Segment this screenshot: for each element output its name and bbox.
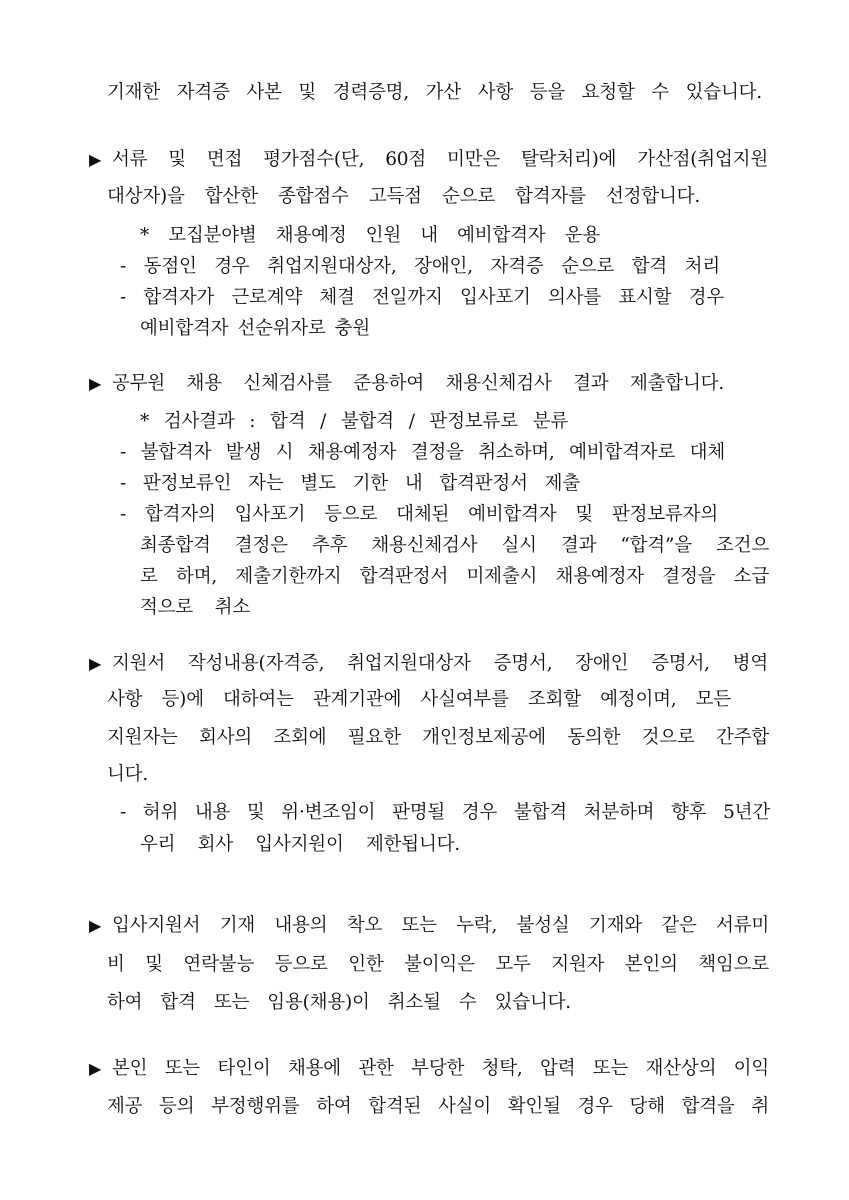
body-line	[107, 81, 762, 105]
note-line	[140, 565, 769, 589]
note-text: - 불합격자 발생 시 채용예정자 결정을 취소하며, 예비합격자로 대체	[120, 442, 725, 463]
note-line	[120, 472, 580, 496]
note-text: - 합격자의 입사포기 등으로 대체된 예비합격자 및 판정보류자의	[120, 504, 718, 525]
body-line	[107, 953, 769, 977]
bullet-arrow: ▶	[89, 374, 102, 393]
note-text: - 판정보류인 자는 별도 기한 내 합격판정서 제출	[120, 473, 580, 494]
bullet-arrow: ▶	[89, 1059, 102, 1078]
body-line	[112, 372, 724, 396]
body-line	[112, 148, 768, 172]
note-line	[140, 534, 769, 558]
note-text: 최종합격 결정은 추후 채용신체검사 실시 결과 “합격”을 조건으	[140, 535, 769, 556]
note-line	[140, 410, 568, 434]
body-text: 공무원 채용 신체검사를 준용하여 채용신체검사 결과 제출합니다.	[112, 373, 724, 394]
note-line	[140, 224, 600, 248]
note-text: 예비합격자 선순위자로 충원	[140, 318, 370, 339]
body-line	[112, 1057, 769, 1081]
note-line	[140, 833, 460, 857]
body-line	[107, 688, 731, 712]
body-line	[107, 726, 769, 750]
body-text: 본인 또는 타인이 채용에 관한 부당한 청탁, 압력 또는 재산상의 이익	[112, 1058, 769, 1079]
body-line	[107, 1095, 769, 1119]
body-text: 기재한 자격증 사본 및 경력증명, 가산 사항 등을 요청할 수 있습니다.	[107, 82, 762, 103]
bullet-arrow: ▶	[89, 916, 102, 935]
body-line	[107, 991, 571, 1015]
body-text: 제공 등의 부정행위를 하여 합격된 사실이 확인될 경우 당해 합격을 취	[107, 1096, 769, 1117]
body-text: 대상자)을 합산한 종합점수 고득점 순으로 합격자를 선정합니다.	[107, 186, 700, 207]
note-text: - 동점인 경우 취업지원대상자, 장애인, 자격증 순으로 합격 처리	[120, 256, 720, 277]
body-text: 입사지원서 기재 내용의 착오 또는 누락, 불성실 기재와 같은 서류미	[112, 915, 769, 936]
note-text: - 합격자가 근로계약 체결 전일까지 입사포기 의사를 표시할 경우	[120, 287, 724, 308]
body-text: 사항 등)에 대하여는 관계기관에 사실여부를 조회할 예정이며, 모든	[107, 689, 731, 710]
body-text: 니다.	[107, 764, 149, 785]
body-text: 지원자는 회사의 조회에 필요한 개인정보제공에 동의한 것으로 간주합	[107, 727, 769, 748]
body-text: 서류 및 면접 평가점수(단, 60점 미만은 탈락처리)에 가산점(취업지원	[112, 149, 768, 170]
bullet-arrow: ▶	[89, 654, 102, 673]
body-line	[107, 185, 700, 209]
bullet-arrow: ▶	[89, 150, 102, 169]
body-line	[112, 914, 769, 938]
note-text: 우리 회사 입사지원이 제한됩니다.	[140, 834, 460, 855]
note-text: * 모집분야별 채용예정 인원 내 예비합격자 운용	[140, 225, 600, 246]
note-line	[120, 255, 720, 279]
body-line	[107, 763, 153, 787]
note-text: 로 하며, 제출기한까지 합격판정서 미제출시 채용예정자 결정을 소급	[140, 566, 769, 587]
note-line	[120, 286, 724, 310]
note-line	[120, 441, 725, 465]
note-line	[120, 801, 770, 825]
note-text: - 허위 내용 및 위·변조임이 판명될 경우 불합격 처분하며 향후 5년간	[120, 802, 770, 823]
body-text: 지원서 작성내용(자격증, 취업지원대상자 증명서, 장애인 증명서, 병역	[112, 653, 768, 674]
note-line	[140, 596, 250, 620]
body-line	[112, 652, 768, 676]
note-text: 적으로 취소	[140, 597, 250, 618]
body-text: 비 및 연락불능 등으로 인한 불이익은 모두 지원자 본인의 책임으로	[107, 954, 769, 975]
note-text: * 검사결과 : 합격 / 불합격 / 판정보류로 분류	[140, 411, 568, 432]
body-text: 하여 합격 또는 임용(채용)이 취소될 수 있습니다.	[107, 992, 571, 1013]
note-line	[140, 317, 370, 341]
note-line	[120, 503, 718, 527]
